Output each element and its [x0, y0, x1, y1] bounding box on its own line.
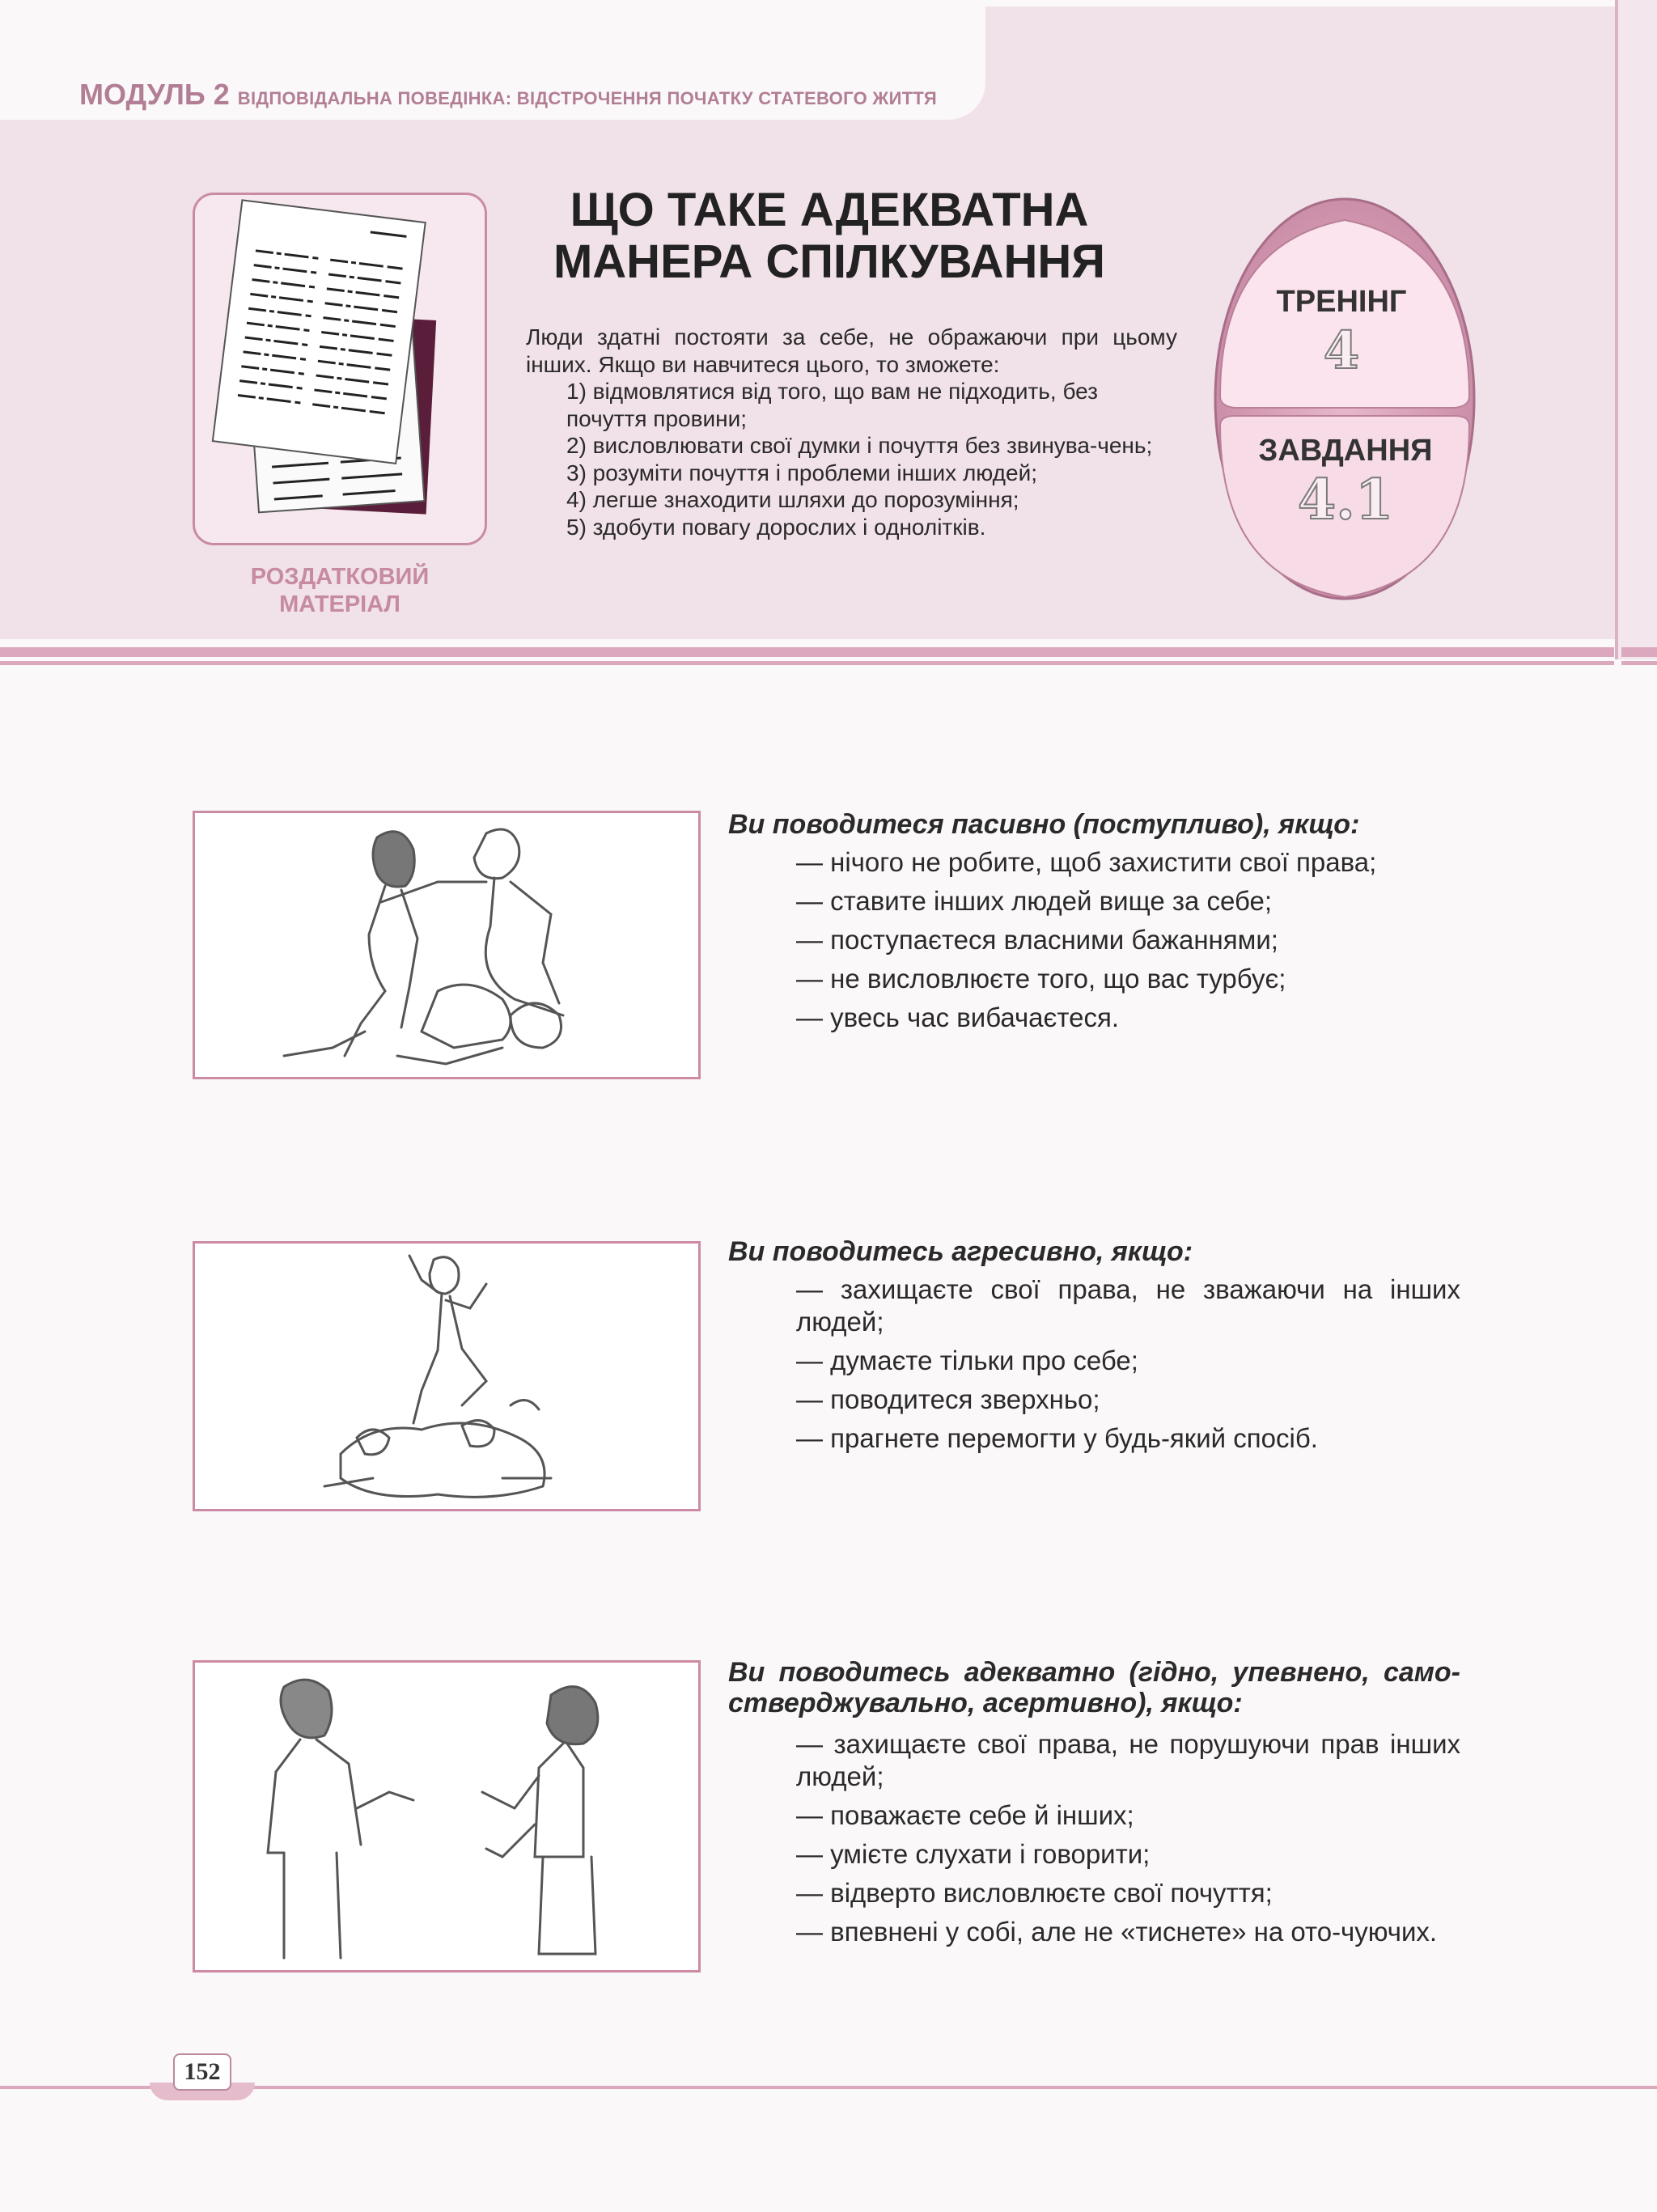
title-line2: МАНЕРА СПІЛКУВАННЯ	[553, 235, 1105, 288]
intro-item: 4) легше знаходити шляхи до порозуміння;	[566, 487, 1019, 512]
intro-item: 2) висловлювати свої думки і почуття без звинува-чень;	[566, 433, 1153, 458]
task-number: 4.1	[1297, 468, 1394, 532]
module-title: ВІДПОВІДАЛЬНА ПОВЕДІНКА: ВІДСТРОЧЕННЯ ПОЧАТКУ СТАТЕВОГО ЖИТТЯ	[237, 88, 937, 108]
passive-illustration-frame	[193, 811, 701, 1079]
title-line1: ЩО ТАКЕ АДЕКВАТНА	[570, 184, 1089, 236]
list-item: — захищаєте свої права, не зважаючи на інших людей;	[796, 1274, 1460, 1337]
training-badge	[1212, 196, 1477, 602]
list-item: — нічого не робите, щоб захистити свої права;	[796, 847, 1377, 877]
intro-text	[526, 324, 1177, 540]
list-item: — поважаєте себе й інших;	[796, 1800, 1134, 1830]
band-top-edge	[985, 0, 1620, 6]
intro-item: 1) відмовлятися від того, що вам не підходить, без почуття провини;	[566, 379, 1098, 431]
divider-stripe	[0, 661, 1614, 665]
list-item: — умієте слухати і говорити;	[796, 1839, 1151, 1869]
page-edge-fill	[1618, 0, 1657, 659]
list-item: — відверто висловлюєте свої почуття;	[796, 1878, 1273, 1908]
aggressive-section	[728, 1236, 1460, 1461]
handout-label	[193, 563, 487, 618]
passive-section	[728, 809, 1460, 1040]
assertive-section	[728, 1657, 1460, 1955]
list-item: — не висловлюєте того, що вас турбує;	[796, 964, 1286, 994]
module-label: МОДУЛЬ 2	[79, 78, 230, 111]
divider-stripe	[1621, 661, 1657, 665]
task-label: ЗАВДАННЯ	[1258, 434, 1433, 468]
assertive-behaviour-illustration	[195, 1663, 698, 1970]
intro-item: 3) розуміти почуття і проблеми інших людей;	[566, 460, 1038, 485]
list-item: — увесь час вибачаєтеся.	[796, 1002, 1120, 1032]
assertive-illustration-frame	[193, 1660, 701, 1973]
training-number: 4	[1323, 320, 1360, 381]
passive-heading: Ви поводитеся пасивно (поступливо), якщо:	[728, 809, 1360, 840]
divider-stripe	[0, 647, 1614, 657]
page-title	[518, 184, 1141, 288]
passive-behaviour-illustration	[195, 813, 698, 1077]
list-item: — поводитеся зверхньо;	[796, 1384, 1100, 1414]
aggressive-list	[796, 1273, 1460, 1455]
list-item: — поступаєтеся власними бажаннями;	[796, 925, 1278, 955]
documents-stack-icon	[195, 195, 485, 543]
handout-label-line2: МАТЕРІАЛ	[279, 591, 400, 617]
aggressive-illustration-frame	[193, 1241, 701, 1511]
module-heading	[79, 78, 937, 112]
handout-label-line1: РОЗДАТКОВИЙ	[250, 564, 430, 590]
list-item: — прагнете перемогти у будь-який спосіб.	[796, 1423, 1318, 1453]
aggressive-heading: Ви поводитесь агресивно, якщо:	[728, 1236, 1193, 1267]
passive-list	[796, 846, 1460, 1034]
assertive-list	[796, 1728, 1460, 1948]
list-item: — впевнені у собі, але не «тиснете» на ото-чуючих.	[796, 1917, 1438, 1947]
aggressive-behaviour-illustration	[195, 1244, 698, 1509]
page-number: 152	[173, 2053, 231, 2091]
assertive-heading: Ви поводитесь адекватно (гідно, упевнено, само-стверджувально, асертивно), якщо:	[728, 1657, 1460, 1718]
intro-lead: Люди здатні постояти за себе, не ображаючи при цьому інших. Якщо ви навчитеся цього, то зможете:	[526, 324, 1177, 377]
handout-card	[193, 193, 487, 545]
intro-item: 5) здобути повагу дорослих і однолітків.	[566, 514, 986, 540]
divider-stripe	[1621, 647, 1657, 657]
training-label: ТРЕНІНГ	[1276, 285, 1407, 319]
list-item: — захищаєте свої права, не порушуючи прав інших людей;	[796, 1729, 1460, 1791]
list-item: — думаєте тільки про себе;	[796, 1345, 1138, 1375]
list-item: — ставите інших людей вище за себе;	[796, 886, 1273, 916]
